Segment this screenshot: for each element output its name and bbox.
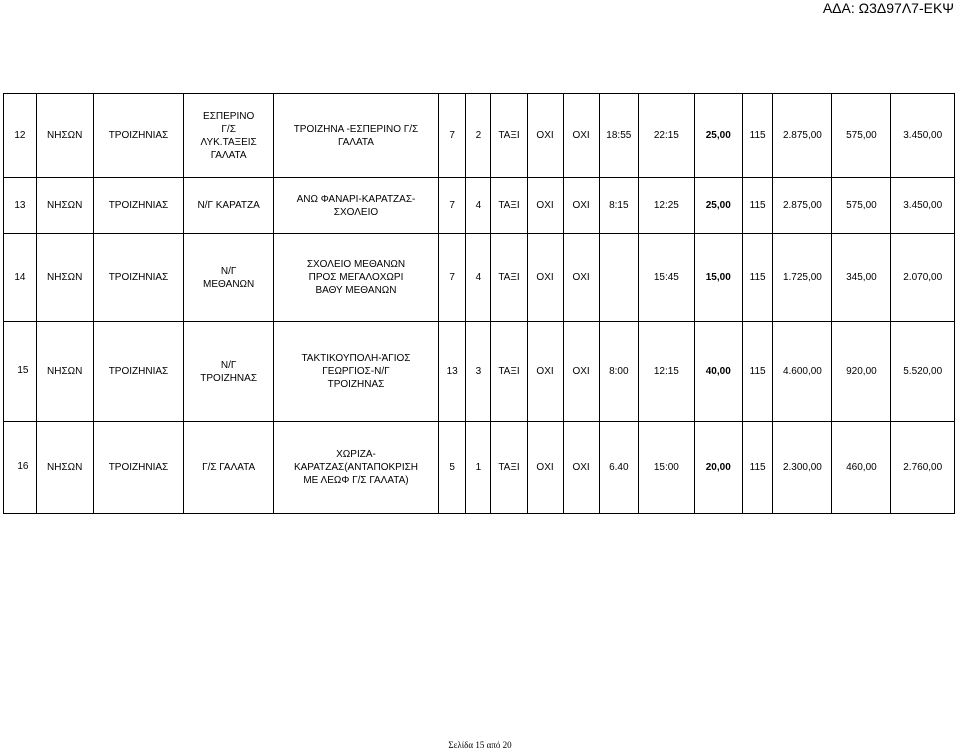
- count-1-cell: 13: [439, 322, 466, 422]
- table-row: [4, 234, 955, 322]
- region-cell: ΝΗΣΩΝ: [36, 322, 93, 422]
- cost-cell: 5.520,00: [891, 322, 955, 422]
- flag-1-cell: ΟΧΙ: [527, 94, 563, 178]
- km-cell: 25,00: [694, 178, 742, 234]
- region-cell: ΝΗΣΩΝ: [36, 422, 93, 514]
- municipality-cell: ΤΡΟΙΖΗΝΙΑΣ: [93, 178, 184, 234]
- flag-1-cell: ΟΧΙ: [527, 322, 563, 422]
- region-cell: ΝΗΣΩΝ: [36, 94, 93, 178]
- table-row: [4, 94, 955, 178]
- start-time-cell: 8:00: [599, 322, 638, 422]
- flag-2-cell: ΟΧΙ: [563, 234, 599, 322]
- flag-2-cell: ΟΧΙ: [563, 322, 599, 422]
- count-2-cell: 2: [466, 94, 491, 178]
- flag-1-cell: ΟΧΙ: [527, 234, 563, 322]
- route-cell: ΑΝΩ ΦΑΝΑΡΙ-ΚΑΡΑΤΖΑΣ- ΣΧΟΛΕΙΟ: [273, 178, 438, 234]
- row-number-label: 16: [17, 460, 29, 472]
- row-number: 12: [4, 94, 37, 178]
- km-cell: 25,00: [694, 94, 742, 178]
- vat-cell: 345,00: [832, 234, 891, 322]
- cost-cell: 2.760,00: [891, 422, 955, 514]
- total-km-cell: 4.600,00: [773, 322, 832, 422]
- row-number: [4, 322, 37, 422]
- vehicle-cell: ΤΑΞΙ: [491, 422, 527, 514]
- municipality-cell: ΤΡΟΙΖΗΝΙΑΣ: [93, 234, 184, 322]
- km-cell: 20,00: [694, 422, 742, 514]
- total-km-cell: 2.875,00: [773, 178, 832, 234]
- vat-cell: 575,00: [832, 94, 891, 178]
- count-2-cell: 4: [466, 178, 491, 234]
- route-cell: ΧΩΡΙΖΑ- ΚΑΡΑΤΖΑΣ(ΑΝΤΑΠΟΚΡΙΣΗ ΜΕ ΛΕΩΦ Γ/Σ ΓΑΛΑΤΑ): [273, 422, 438, 514]
- route-cell: ΣΧΟΛΕΙΟ ΜΕΘΑΝΩΝ ΠΡΟΣ ΜΕΓΑΛΟΧΩΡΙ ΒΑΘΥ ΜΕΘΑΝΩΝ: [273, 234, 438, 322]
- flag-2-cell: ΟΧΙ: [563, 422, 599, 514]
- row-number: [4, 422, 37, 514]
- vat-cell: 920,00: [832, 322, 891, 422]
- route-cell: ΤΡΟΙΖΗΝΑ -ΕΣΠΕΡΙΝΟ Γ/Σ ΓΑΛΑΤΑ: [273, 94, 438, 178]
- school-cell: Ν/Γ ΚΑΡΑΤΖΑ: [184, 178, 274, 234]
- end-time-cell: 15:45: [638, 234, 694, 322]
- row-number: 14: [4, 234, 37, 322]
- days-cell: 115: [742, 422, 773, 514]
- total-km-cell: 2.875,00: [773, 94, 832, 178]
- start-time-cell: [599, 234, 638, 322]
- count-1-cell: 7: [439, 178, 466, 234]
- start-time-cell: 6.40: [599, 422, 638, 514]
- document-code: ΑΔΑ: Ω3Δ97Λ7-ΕΚΨ: [822, 0, 954, 16]
- vehicle-cell: ΤΑΞΙ: [491, 94, 527, 178]
- flag-2-cell: ΟΧΙ: [563, 94, 599, 178]
- end-time-cell: 12:25: [638, 178, 694, 234]
- count-1-cell: 5: [439, 422, 466, 514]
- school-cell: Ν/Γ ΜΕΘΑΝΩΝ: [184, 234, 274, 322]
- school-cell: Γ/Σ ΓΑΛΑΤΑ: [184, 422, 274, 514]
- count-2-cell: 3: [466, 322, 491, 422]
- region-cell: ΝΗΣΩΝ: [36, 234, 93, 322]
- vat-cell: 575,00: [832, 178, 891, 234]
- vehicle-cell: ΤΑΞΙ: [491, 322, 527, 422]
- routes-table: [3, 93, 955, 514]
- flag-2-cell: ΟΧΙ: [563, 178, 599, 234]
- start-time-cell: 8:15: [599, 178, 638, 234]
- count-2-cell: 4: [466, 234, 491, 322]
- cost-cell: 2.070,00: [891, 234, 955, 322]
- flag-1-cell: ΟΧΙ: [527, 178, 563, 234]
- municipality-cell: ΤΡΟΙΖΗΝΙΑΣ: [93, 422, 184, 514]
- region-cell: ΝΗΣΩΝ: [36, 178, 93, 234]
- municipality-cell: ΤΡΟΙΖΗΝΙΑΣ: [93, 322, 184, 422]
- table-row: [4, 422, 955, 514]
- vat-cell: 460,00: [832, 422, 891, 514]
- days-cell: 115: [742, 94, 773, 178]
- days-cell: 115: [742, 322, 773, 422]
- count-1-cell: 7: [439, 94, 466, 178]
- start-time-cell: 18:55: [599, 94, 638, 178]
- count-1-cell: 7: [439, 234, 466, 322]
- km-cell: 40,00: [694, 322, 742, 422]
- route-cell: ΤΑΚΤΙΚΟΥΠΟΛΗ-ΆΓΙΟΣ ΓΕΩΡΓΙΟΣ-Ν/Γ ΤΡΟΙΖΗΝΑΣ: [273, 322, 438, 422]
- school-cell: ΕΣΠΕΡΙΝΟ Γ/Σ ΛΥΚ.ΤΑΞΕΙΣ ΓΑΛΑΤΑ: [184, 94, 274, 178]
- table-row: [4, 322, 955, 422]
- row-number: 13: [4, 178, 37, 234]
- table-row: [4, 178, 955, 234]
- end-time-cell: 12:15: [638, 322, 694, 422]
- days-cell: 115: [742, 234, 773, 322]
- days-cell: 115: [742, 178, 773, 234]
- end-time-cell: 22:15: [638, 94, 694, 178]
- end-time-cell: 15:00: [638, 422, 694, 514]
- total-km-cell: 2.300,00: [773, 422, 832, 514]
- row-number-label: 15: [17, 364, 29, 376]
- km-cell: 15,00: [694, 234, 742, 322]
- page-footer: Σελίδα 15 από 20: [448, 740, 512, 750]
- municipality-cell: ΤΡΟΙΖΗΝΙΑΣ: [93, 94, 184, 178]
- vehicle-cell: ΤΑΞΙ: [491, 234, 527, 322]
- flag-1-cell: ΟΧΙ: [527, 422, 563, 514]
- school-cell: Ν/Γ ΤΡΟΙΖΗΝΑΣ: [184, 322, 274, 422]
- count-2-cell: 1: [466, 422, 491, 514]
- total-km-cell: 1.725,00: [773, 234, 832, 322]
- vehicle-cell: ΤΑΞΙ: [491, 178, 527, 234]
- cost-cell: 3.450,00: [891, 94, 955, 178]
- cost-cell: 3.450,00: [891, 178, 955, 234]
